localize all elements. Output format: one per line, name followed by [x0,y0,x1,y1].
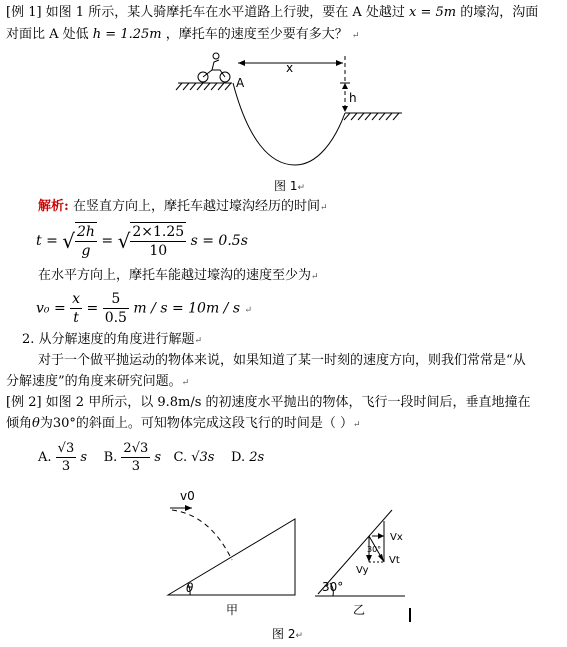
ex2-line2: 倾角θ为30°的斜面上。可知物体完成这段飞行的时间是（ ）↵ [6,416,361,431]
solution-label: 解析: [38,199,69,214]
return-mark-icon: ↵ [351,31,360,41]
figure-1-caption: 图 1↵ [274,179,305,193]
x-label: x [286,61,294,75]
h-label: h [349,91,357,105]
ex1-line1: [例 1] 如图 1 所示，某人骑摩托车在水平道路上行驶，要在 A 处越过 x = 5m 的壕沟，沟面 [6,5,539,20]
ex1-line2: 对面比 A 处低 h = 1.25m ，摩托车的速度至少要有多大？ ↵ [6,27,360,42]
option-c[interactable]: C. √3s [173,450,215,465]
small-30-label: 30° [367,545,382,554]
jia-label: 甲 [226,603,239,617]
yi-label: 乙 [353,603,366,617]
section2-heading: 2. 从分解速度的角度进行解题↵ [22,332,203,347]
theta-label: θ [186,581,194,595]
point-a-label: A [236,76,245,90]
ex2-line1: [例 2] 如图 2 甲所示，以 9.8m/s 的初速度水平抛出的物体，飞行一段时间后，垂直地撞在 [6,395,531,410]
section2-para1: 对于一个做平抛运动的物体来说，如果知道了某一时刻的速度方向，则我们常常是“从 [38,353,526,368]
figure-2-caption: 图 2↵ [272,627,303,641]
t-formula: t = √ $\frac{2h}{g}$ = √ $\frac{2\times 1.25}{10}$ s = 0.5s [36,224,248,259]
figure-2-jia [168,489,295,617]
angle-30-label: 30° [322,580,344,594]
vx-label: Vx [390,532,403,543]
option-d[interactable]: D. 2s [231,450,265,465]
v0-label: v0 [180,489,195,503]
vy-label: Vy [356,565,369,576]
vt-label: Vt [389,555,400,566]
v-formula: v₀ = $\frac{x}{t}$ = $\frac{5}{0.5}$ m / s = 10m / s ↵ [36,291,253,326]
h-equation: h = 1.25m [92,27,162,42]
section2-para2: 分解速度”的角度来研究问题。↵ [6,374,190,389]
option-a[interactable]: A. $\frac{√3}{3}$ s [38,441,88,474]
solution-line: 解析: 在竖直方向上，摩托车越过壕沟经历的时间↵ [38,199,328,214]
x-equation: x = 5m [409,5,457,20]
option-b[interactable]: B. $\frac{2√3}{3}$ s [103,441,162,474]
figure-2-yi [315,510,410,622]
solution-text2: 在水平方向上，摩托车能越过壕沟的速度至少为↵ [38,268,319,283]
